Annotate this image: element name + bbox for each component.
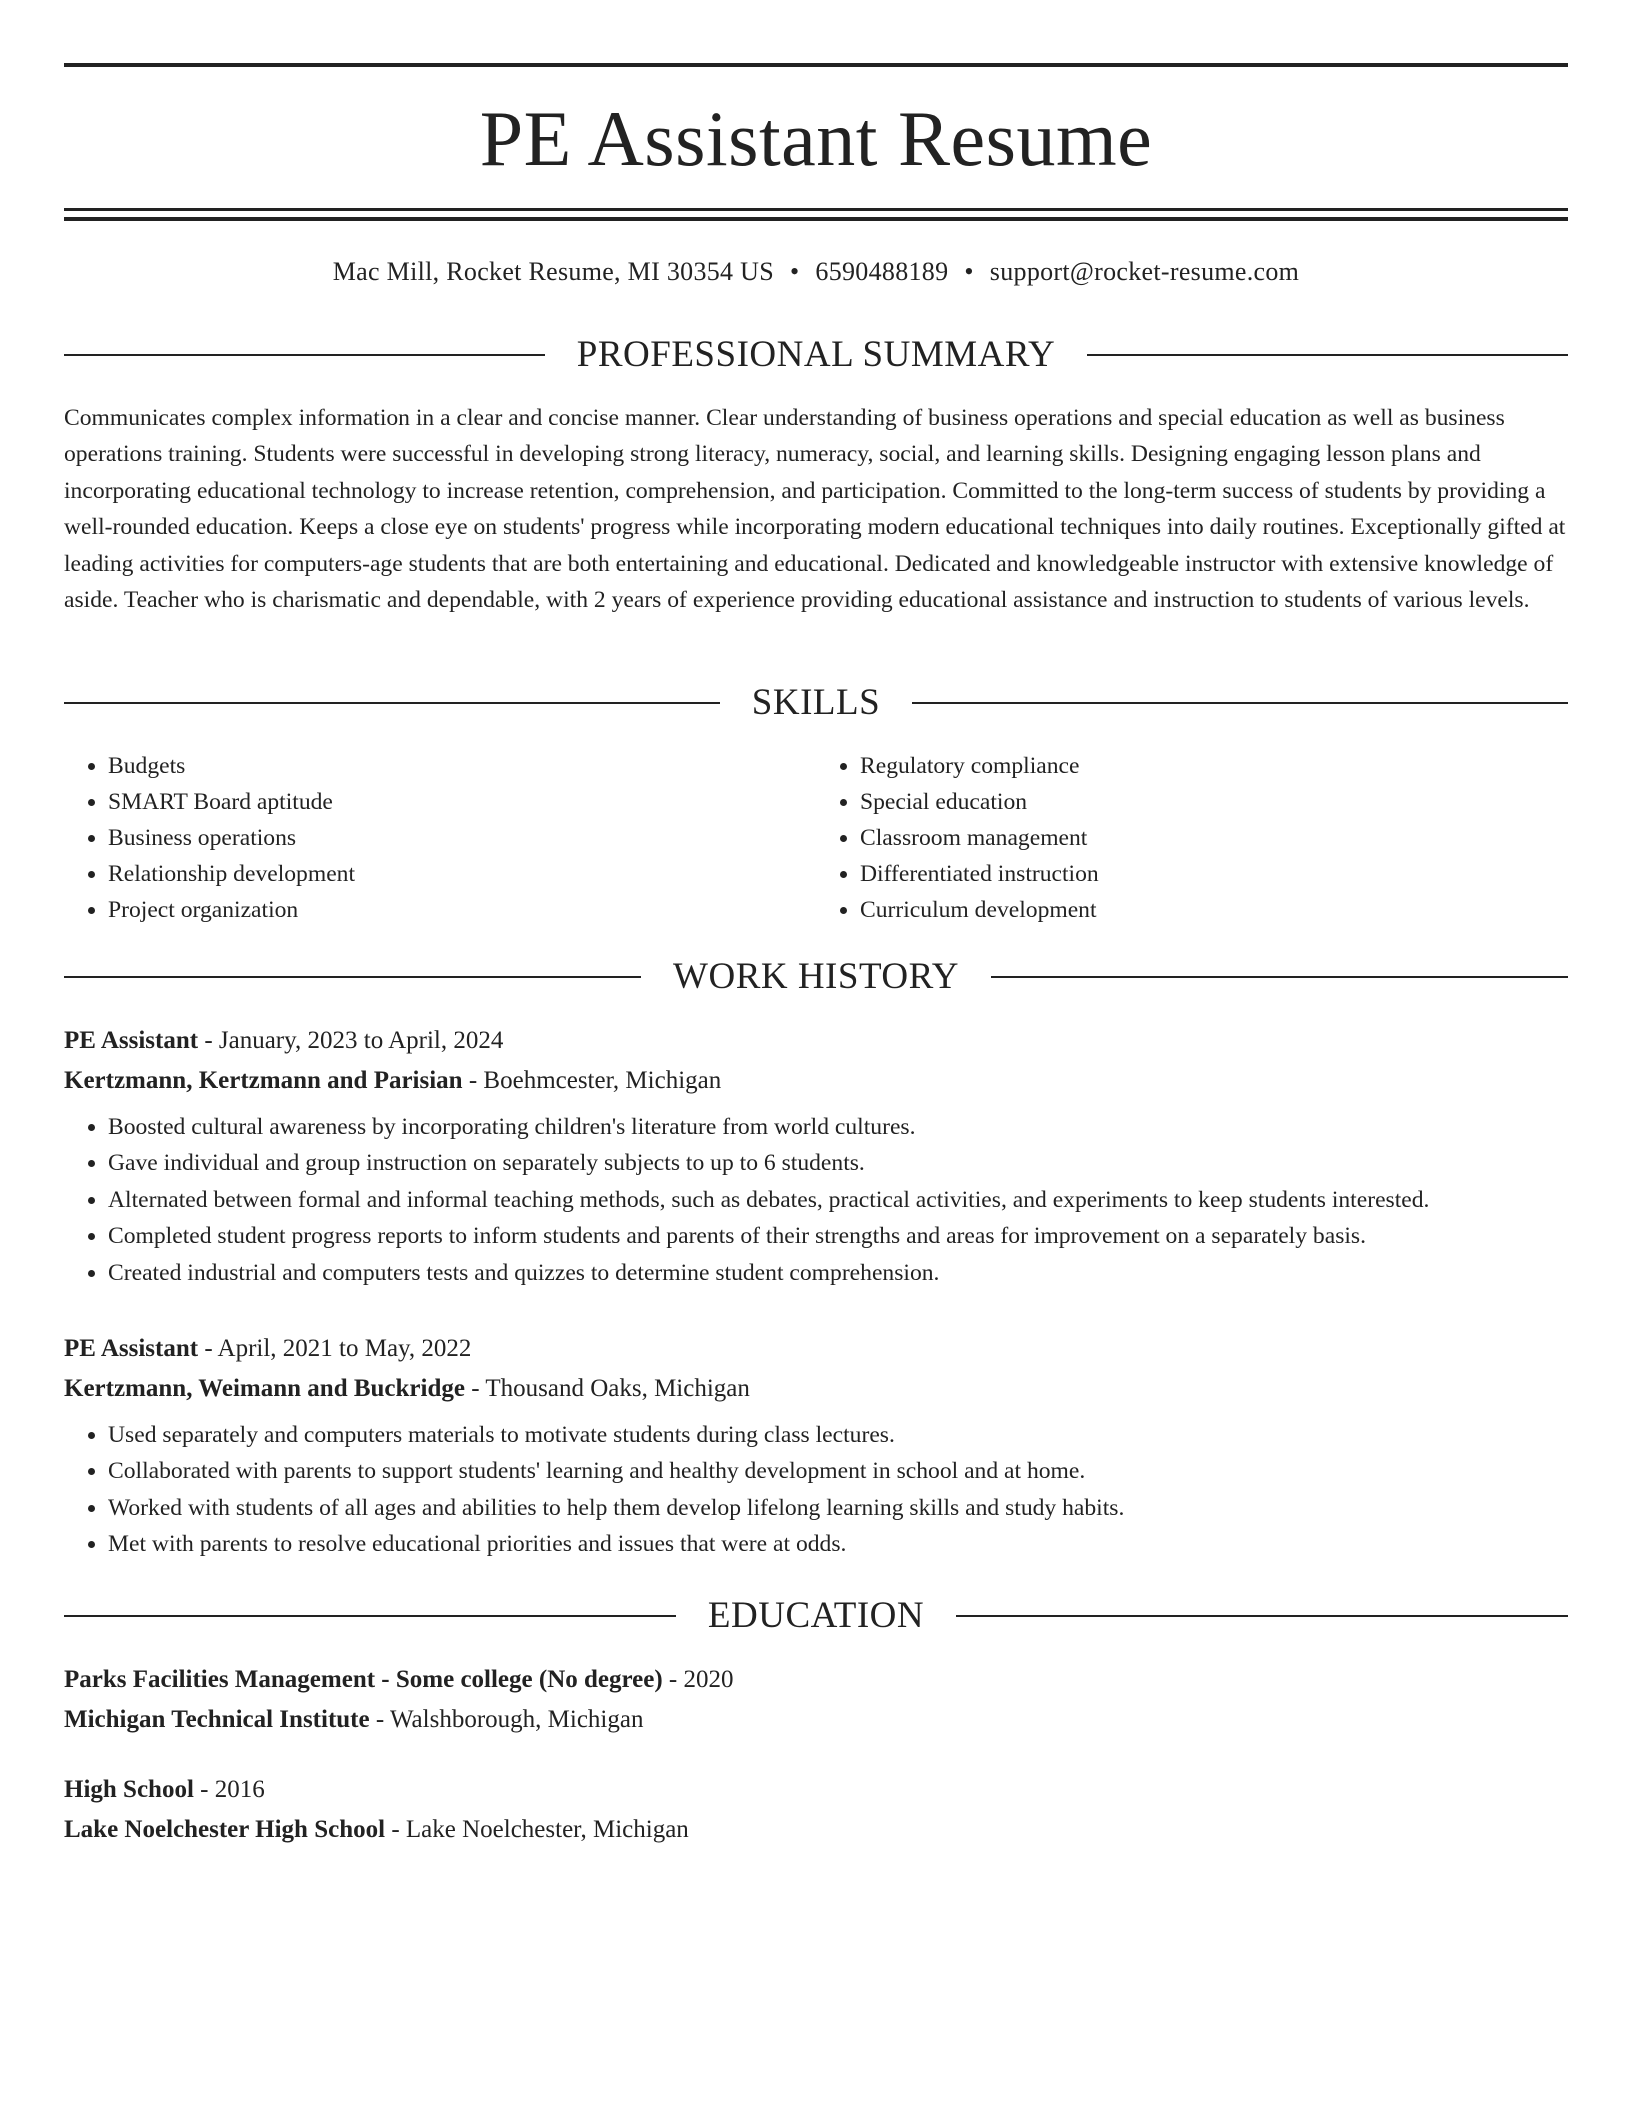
- job-company-line: [64, 1061, 1568, 1101]
- job-dates: - April, 2021 to May, 2022: [198, 1335, 472, 1362]
- school: Lake Noelchester High School: [64, 1816, 386, 1843]
- section-title: PROFESSIONAL SUMMARY: [576, 334, 1056, 375]
- job-company: Kertzmann, Weimann and Buckridge: [64, 1375, 465, 1402]
- job-bullet: • Boosted cultural awareness by incorporating children's literature from world cultures.: [108, 1109, 1568, 1145]
- title-double-rule: [64, 208, 1568, 221]
- contact-phone: 6590488189: [815, 257, 949, 286]
- job-bullet: • Met with parents to resolve educational priorities and issues that were at odds.: [108, 1526, 1568, 1562]
- job-bullet: • Collaborated with parents to support students' learning and healthy development in school and at home.: [108, 1453, 1568, 1489]
- summary-paragraph: Communicates complex information in a clear and concise manner. Clear understanding of business operations and special education as well as business operations training. Students were successful in developing strong literacy, numeracy, social, and learning skills. Designing engaging lesson plans and incorporating educational technology to increase retention, comprehension, and participation. Committed to the long-term success of students by providing a well-rounded education. Keeps a close eye on students' progress while incorporating modern educational techniques into daily routines. Exceptionally gifted at leading activities for computers-age students that are both entertaining and educational. Dedicated and knowledgeable instructor with extensive knowledge of aside. Teacher who is charismatic and dependable, with 2 years of experience providing educational assistance and instruction to students of various levels.: [64, 405, 1566, 614]
- school-line: [64, 1810, 1568, 1850]
- skills-column-left: [64, 748, 816, 928]
- contact-line: [64, 252, 1568, 292]
- contact-address: Mac Mill, Rocket Resume, MI 30354 US: [332, 257, 774, 286]
- section-title: SKILLS: [751, 682, 881, 723]
- heading-rule: [956, 1615, 1568, 1617]
- section-heading-work: [64, 955, 1568, 999]
- section-heading-education: [64, 1594, 1568, 1638]
- degree-line: [64, 1660, 1568, 1700]
- job-bullet: • Alternated between formal and informal teaching methods, such as debates, practical activities, and experiments to keep students interested.: [108, 1182, 1568, 1218]
- school-location: - Walshborough, Michigan: [369, 1706, 644, 1733]
- school-location: - Lake Noelchester, Michigan: [385, 1816, 689, 1843]
- contact-separator: •: [964, 257, 974, 286]
- skill-item: • Project organization: [108, 892, 816, 928]
- skills-list: [64, 748, 1568, 928]
- heading-rule: [912, 702, 1568, 704]
- education-entry: [64, 1770, 1568, 1850]
- skill-item: • Special education: [860, 784, 1568, 820]
- job-location: - Boehmcester, Michigan: [462, 1067, 722, 1094]
- skills-column-right: [816, 748, 1568, 928]
- job-entry: [64, 1021, 1568, 1291]
- heading-rule: [64, 354, 545, 356]
- school-line: [64, 1700, 1568, 1740]
- job-title: PE Assistant: [64, 1027, 199, 1054]
- graduation-year: - 2016: [193, 1776, 265, 1803]
- skill-item: • Classroom management: [860, 820, 1568, 856]
- section-heading-skills: [64, 681, 1568, 725]
- job-title-line: [64, 1021, 1568, 1061]
- heading-rule: [991, 976, 1568, 978]
- job-bullet: • Gave individual and group instruction on separately subjects to up to 6 students.: [108, 1145, 1568, 1181]
- skill-item: • SMART Board aptitude: [108, 784, 816, 820]
- skill-item: • Relationship development: [108, 856, 816, 892]
- degree: Parks Facilities Management - Some college (No degree): [64, 1666, 663, 1693]
- degree: High School: [64, 1776, 194, 1803]
- skill-item: • Curriculum development: [860, 892, 1568, 928]
- heading-rule: [1087, 354, 1568, 356]
- job-company-line: [64, 1369, 1568, 1409]
- job-title-line: [64, 1329, 1568, 1369]
- top-rule: [64, 63, 1568, 67]
- job-location: - Thousand Oaks, Michigan: [464, 1375, 750, 1402]
- resume-title: PE Assistant Resume: [479, 95, 1153, 182]
- job-bullet: • Created industrial and computers tests and quizzes to determine student comprehension.: [108, 1255, 1568, 1291]
- job-bullet: • Completed student progress reports to inform students and parents of their strengths and areas for improvement on a separately basis.: [108, 1218, 1568, 1254]
- heading-rule: [64, 1615, 676, 1617]
- job-title: PE Assistant: [64, 1335, 199, 1362]
- job-entry: [64, 1329, 1568, 1563]
- school: Michigan Technical Institute: [64, 1706, 370, 1733]
- job-bullet: • Used separately and computers materials to motivate students during class lectures.: [108, 1417, 1568, 1453]
- contact-email: support@rocket-resume.com: [989, 257, 1300, 286]
- education-entry: [64, 1660, 1568, 1740]
- skill-item: • Budgets: [108, 748, 816, 784]
- job-bullets: [64, 1109, 1568, 1291]
- heading-rule: [64, 976, 641, 978]
- skill-item: • Business operations: [108, 820, 816, 856]
- degree-line: [64, 1770, 1568, 1810]
- section-title: EDUCATION: [707, 1595, 925, 1636]
- contact-separator: •: [789, 257, 800, 286]
- section-title: WORK HISTORY: [673, 956, 959, 997]
- graduation-year: - 2020: [662, 1666, 734, 1693]
- job-bullets: [64, 1417, 1568, 1563]
- job-bullet: • Worked with students of all ages and abilities to help them develop lifelong learning skills and study habits.: [108, 1490, 1568, 1526]
- job-dates: - January, 2023 to April, 2024: [198, 1027, 504, 1054]
- heading-rule: [64, 702, 720, 704]
- skill-item: • Regulatory compliance: [860, 748, 1568, 784]
- section-heading-summary: [64, 333, 1568, 377]
- job-company: Kertzmann, Kertzmann and Parisian: [64, 1067, 463, 1094]
- skill-item: • Differentiated instruction: [860, 856, 1568, 892]
